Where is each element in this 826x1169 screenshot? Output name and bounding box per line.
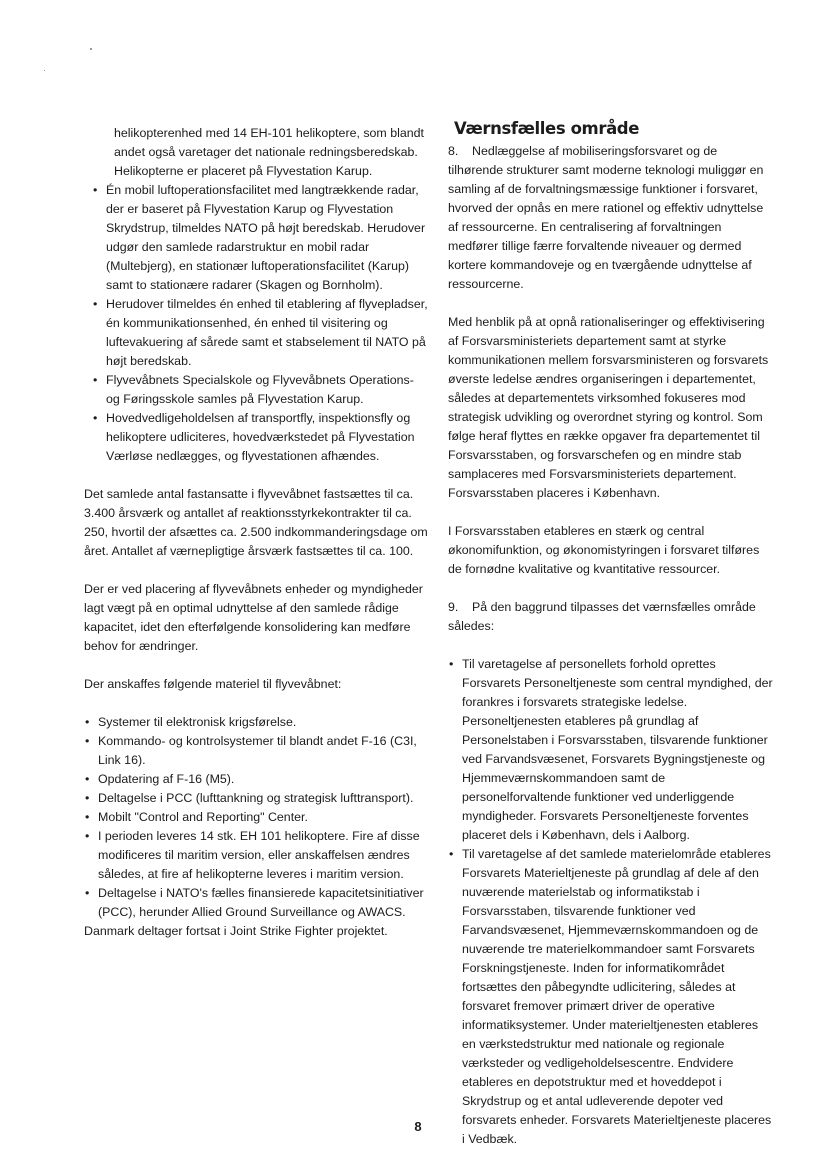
text-line: Helikopterne er placeret på Flyvestation Karup. — [114, 164, 373, 178]
materiel-bullet-list — [84, 713, 428, 922]
list-item: • Én mobil luftoperationsfacilitet med langtrækkende radar, der er baseret på Flyvestation Karup og Flyvestation Skrydstrup, tilmeldes NATO på højt beredskab. Herudover udgør den samlede radarstruktur en mobil radar (Multebjerg), en stationær luftoperationsfacilitet (Karup) samt to stationære radarer (Skagen og Bornholm). — [92, 181, 428, 295]
list-item: • Deltagelse i NATO's fælles finansierede kapacitetsinitiativer (PCC), herunder Allied Ground Surveillance og AWACS. — [84, 884, 428, 922]
list-item: • Flyvevåbnets Specialskole og Flyvevåbnets Operations- og Føringsskole samles på Flyvestation Karup. — [92, 371, 428, 409]
scan-speck — [44, 70, 45, 71]
text-line: andet også varetager det nationale redningsberedskab. — [114, 145, 418, 159]
list-item: • Til varetagelse af personellets forhold oprettes Forsvarets Personeltjeneste som central myndighed, der forankres i forsvarets strategiske ledelse. Personeltjenesten etableres på grundlag af Personelstaben i Forsvarsstaben, tilsvarende funktioner ved Farvandsvæsenet, Forsvarets Bygningstjeneste og Hjemmeværnskommandoen samt de personelforvaltende funktioner ved underliggende myndigheder. Forsvarets Personeltjeneste forventes placeret dels i København, dels i Aalborg. — [448, 655, 773, 845]
list-item: • Opdatering af F-16 (M5). — [84, 770, 428, 789]
list-item: • Systemer til elektronisk krigsførelse. — [84, 713, 428, 732]
section-heading: Værnsfælles område — [454, 119, 639, 138]
paragraph-number: 9. — [448, 600, 459, 614]
scan-speck — [90, 48, 92, 50]
ministry-paragraph: Med henblik på at opnå rationaliseringer og effektivisering af Forsvarsministeriets departement samt at styrke kommunikationen mellem forsvarsministeren og forsvarets øverste ledelse ændres organiseringen i departementet, således at departementets virksomhed fokuseres mod strategisk udvikling og overordnet styring og kontrol. Som følge heraf flyttes en række opgaver fra departementet til Forsvarsstaben, og forsvarschefen og en mindre stab samplaceres med Forsvarsministeriets departement. Forsvarsstaben placeres i København. — [448, 315, 769, 500]
right-column — [448, 118, 773, 1149]
air-force-bullet-list — [84, 181, 428, 466]
list-item: • Til varetagelse af det samlede materielområde etableres Forsvarets Materieltjeneste på grundlag af dele af den nuværende materielstab og informatikstab i Forsvarsstaben, tilsvarende funktioner ved Farvandsvæsenet, Hjemmeværnskommandoen og de nuværende tre materielkommandoer samt Forsvarets Forskningstjeneste. Inden for informatikområdet fortsættes den påbegyndte udlicitering, således at forsvaret fremover primært driver de operative informatiksystemer. Under materieltjenesten etableres en værkstedstruktur med nationale og regionale værksteder og vedligeholdelsescentre. Endvidere etableres en depotstruktur med et hoveddepot i Skrydstrup og et antal udleverende depoter ved forsvarets enheder. Forsvarets Materieltjeneste placeres i Vedbæk. — [448, 845, 773, 1149]
personnel-paragraph: Det samlede antal fastansatte i flyvevåbnet fastsættes til ca. 3.400 årsværk og antallet af reaktionsstyrkekontrakter til ca. 250, hvortil der afsættes ca. 2.500 indkommanderingsdage om året. Antallet af værnepligtige årsværk fastsættes til ca. 100. — [84, 487, 428, 558]
paragraph-9 — [448, 598, 773, 636]
jsf-paragraph: Danmark deltager fortsat i Joint Strike Fighter projektet. — [84, 924, 388, 938]
paragraph-number: 8. — [448, 144, 459, 158]
text-line: helikopterenhed med 14 EH-101 helikoptere, som blandt — [114, 126, 424, 140]
list-item: • Hovedvedligeholdelsen af transportfly, inspektionsfly og helikoptere udliciteres, hovedværkstedet på Flyvestation Værløse nedlægges, og flyvestationen afhændes. — [92, 409, 428, 466]
list-item: • Herudover tilmeldes én enhed til etablering af flyvepladser, én kommunikationsenhed, én enhed til visitering og luftevakuering af sårede samt et stabselement til NATO på højt beredskab. — [92, 295, 428, 371]
economy-paragraph: I Forsvarsstaben etableres en stærk og central økonomifunktion, og økonomistyringen i forsvaret tilføres de fornødne kvalitative og kvantitative ressourcer. — [448, 524, 760, 576]
placement-paragraph: Der er ved placering af flyvevåbnets enheder og myndigheder lagt vægt på en optimal udnyttelse af den samlede rådige kapacitet, idet den efterfølgende konsolidering kan medføre behov for ændringer. — [84, 582, 423, 653]
paragraph-text: Nedlæggelse af mobiliseringsforsvaret og de tilhørende strukturer samt moderne teknologi muliggør en samling af de forvaltningsmæssige funktioner i forsvaret, hvorved der opnås en mere rationel og effektiv udnyttelse af ressourcerne. En centralisering af forvaltningen medfører tillige færre forvaltende niveauer og dermed kortere kommandoveje og en tværgående udnyttelse af ressourcerne. — [448, 144, 764, 291]
list-item: • Mobilt "Control and Reporting" Center. — [84, 808, 428, 827]
helicopter-continuation — [84, 124, 428, 181]
list-item: • I perioden leveres 14 stk. EH 101 helikoptere. Fire af disse modificeres til maritim version, eller anskaffelsen ændres således, at fire af helikopterne leveres i maritim version. — [84, 827, 428, 884]
page-number: 8 — [414, 1119, 422, 1134]
paragraph-8 — [448, 142, 773, 294]
paragraph-text: På den baggrund tilpasses det værnsfælles område således: — [448, 600, 756, 633]
list-item: • Deltagelse i PCC (lufttankning og strategisk lufttransport). — [84, 789, 428, 808]
materiel-intro: Der anskaffes følgende materiel til flyvevåbnet: — [84, 677, 342, 691]
joint-area-bullet-list — [448, 655, 773, 1149]
left-column — [84, 124, 428, 941]
list-item: • Kommando- og kontrolsystemer til blandt andet F-16 (C3I, Link 16). — [84, 732, 428, 770]
